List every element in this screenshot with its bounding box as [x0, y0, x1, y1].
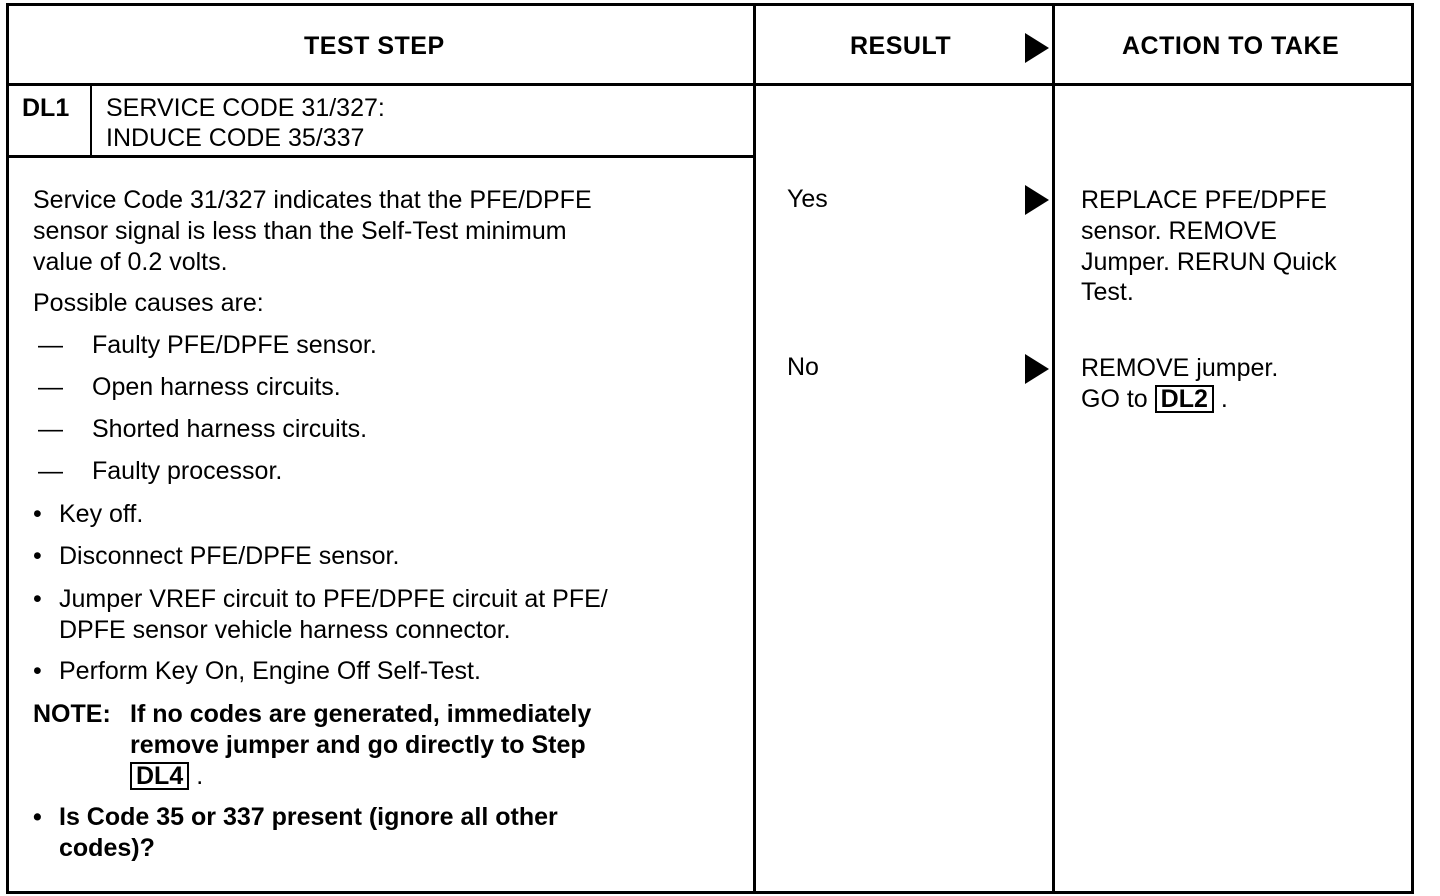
action-no-line: REMOVE jumper. — [1081, 354, 1279, 382]
step-ref-dl4[interactable]: DL4 — [130, 762, 189, 790]
cause-item: — Shorted harness circuits. — [38, 415, 368, 443]
header-result: RESULT — [850, 32, 952, 60]
cause-item: — Faulty PFE/DPFE sensor. — [38, 331, 377, 359]
procedure-step: • Key off. — [33, 500, 144, 528]
column-divider-2 — [1052, 3, 1055, 894]
cause-item: — Faulty processor. — [38, 457, 283, 485]
column-divider-1 — [753, 3, 756, 894]
step-id: DL1 — [22, 94, 70, 122]
intro-line: value of 0.2 volts. — [33, 248, 228, 276]
step-title-divider — [6, 155, 756, 158]
step-ref-dl2[interactable]: DL2 — [1155, 385, 1214, 413]
step-title-line2: INDUCE CODE 35/337 — [106, 124, 365, 152]
procedure-step-continued: DPFE sensor vehicle harness connector. — [59, 616, 511, 644]
procedure-step: • Disconnect PFE/DPFE sensor. — [33, 542, 400, 570]
intro-line: Service Code 31/327 indicates that the PFE/DPFE — [33, 186, 592, 214]
action-yes-line: Jumper. RERUN Quick — [1081, 248, 1337, 276]
table-border-bottom — [6, 891, 1414, 894]
cause-item: — Open harness circuits. — [38, 373, 341, 401]
action-yes-line: REPLACE PFE/DPFE — [1081, 186, 1327, 214]
note-label: NOTE: — [33, 700, 111, 728]
step-title-line1: SERVICE CODE 31/327: — [106, 94, 385, 122]
header-divider — [6, 83, 1414, 86]
header-test-step: TEST STEP — [304, 32, 445, 60]
result-arrow-icon — [1025, 33, 1049, 63]
action-yes-line: Test. — [1081, 278, 1134, 306]
question-continued: codes)? — [59, 834, 155, 862]
result-no: No — [787, 353, 819, 381]
procedure-step: • Jumper VREF circuit to PFE/DPFE circuit at PFE/ — [33, 585, 608, 613]
result-yes: Yes — [787, 185, 828, 213]
table-border-top — [6, 3, 1414, 6]
table-border-left — [6, 3, 9, 894]
header-action: ACTION TO TAKE — [1122, 32, 1340, 60]
action-yes-line: sensor. REMOVE — [1081, 217, 1277, 245]
note-line: remove jumper and go directly to Step — [130, 731, 586, 759]
result-yes-arrow-icon — [1025, 185, 1049, 215]
causes-heading: Possible causes are: — [33, 289, 264, 317]
note-step-reference: DL4 . — [130, 761, 203, 792]
step-id-divider — [90, 85, 92, 156]
procedure-step: • Perform Key On, Engine Off Self-Test. — [33, 657, 481, 685]
action-no-goto: GO to DL2 . — [1081, 385, 1228, 413]
table-border-right — [1411, 3, 1414, 894]
intro-line: sensor signal is less than the Self-Test minimum — [33, 217, 567, 245]
question: • Is Code 35 or 337 present (ignore all other — [33, 803, 558, 831]
result-no-arrow-icon — [1025, 354, 1049, 384]
note-line: If no codes are generated, immediately — [130, 700, 592, 728]
